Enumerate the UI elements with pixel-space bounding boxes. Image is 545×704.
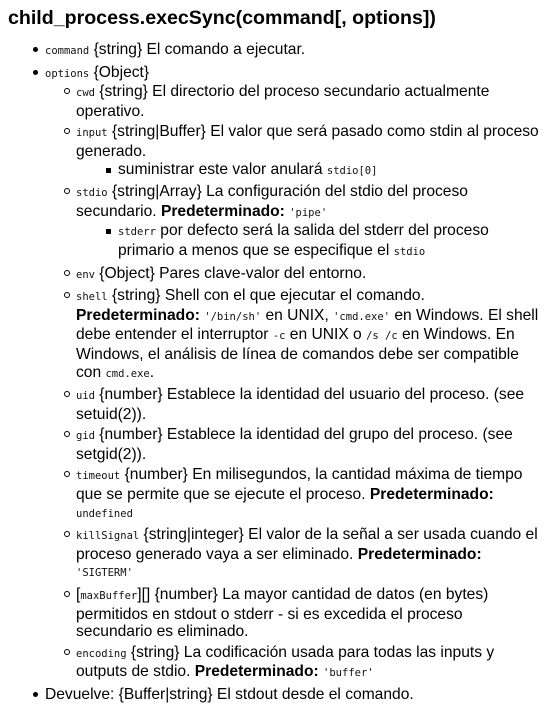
inline-code: /s /c — [366, 330, 398, 343]
option-desc: en Windows. En Windows, el análisis de línea de comandos debe ser compatible con — [76, 326, 519, 381]
param-name: command — [45, 45, 90, 57]
sub-text: suministrar este valor anulará — [118, 160, 327, 178]
sub-item — [118, 161, 539, 181]
bracket-close: ][] — [137, 586, 151, 604]
default-value: 'SIGTERM' — [76, 567, 133, 580]
default-label: Predeterminado: — [160, 202, 285, 220]
inline-code: -c — [272, 330, 286, 343]
option-name: gid — [76, 430, 95, 443]
option-encoding — [76, 644, 539, 683]
section-heading: child_process.execSync(command[, options]) — [8, 7, 436, 29]
option-uid — [76, 386, 539, 423]
sub-text: por defecto será la salida del stderr del proceso primario a menos que se especifique el — [118, 222, 489, 259]
option-desc: {string} La codificación usada para todas las inputs y outputs de stdio. — [76, 643, 495, 681]
option-desc: {string|Array} La configuración del stdio del proceso secundario. — [76, 183, 468, 220]
sub-code: stderr — [118, 226, 156, 239]
option-shell — [76, 287, 539, 383]
default-value: 'pipe' — [289, 206, 328, 219]
option-desc: {number} Establece la identidad del usuario del proceso. (see setuid(2)). — [76, 386, 525, 423]
bracket-open: [ — [76, 586, 81, 604]
param-name: options — [45, 67, 90, 80]
option-name: killSignal — [76, 530, 140, 543]
option-name: shell — [76, 291, 108, 304]
option-name: timeout — [76, 470, 121, 483]
option-desc: {number} La mayor cantidad de datos (en bytes) permitidos en stdout o stderr - si es excedida el proceso secundario es eliminado. — [76, 586, 489, 641]
params-list — [8, 41, 539, 704]
option-name: maxBuffer — [80, 590, 138, 603]
default-label: Predeterminado: — [194, 663, 319, 681]
option-cwd — [76, 83, 539, 120]
option-desc: {Object} Pares clave-valor del entorno. — [94, 264, 367, 282]
option-stdio — [76, 183, 539, 261]
option-desc: {string|integer} El valor de la señal a ser usada cuando el proceso generado vaya a ser eliminado. — [76, 526, 538, 563]
default-value: '/bin/sh' — [204, 310, 262, 323]
option-name: env — [76, 268, 95, 281]
default-label: Predeterminado: — [357, 545, 482, 563]
option-killsignal — [76, 526, 539, 583]
input-sublist — [76, 161, 539, 181]
returns-text: Devuelve: {Buffer|string} El stdout desde el comando. — [45, 686, 414, 703]
default-value: 'cmd.exe' — [333, 310, 391, 323]
option-env — [76, 265, 539, 285]
option-gid — [76, 426, 539, 463]
option-maxbuffer — [76, 586, 539, 641]
option-input — [76, 123, 539, 180]
option-name: uid — [76, 390, 95, 403]
param-command — [45, 41, 539, 61]
option-desc: {string} El directorio del proceso secundario actualmente operativo. — [76, 83, 490, 120]
option-name: encoding — [76, 647, 127, 660]
returns-item — [45, 686, 539, 704]
inline-code: cmd.exe — [105, 367, 150, 380]
param-options — [45, 64, 539, 683]
option-desc: en UNIX o — [285, 326, 367, 344]
option-name: cwd — [76, 87, 95, 100]
option-desc: en UNIX, — [261, 306, 334, 324]
option-desc: {number} Establece la identidad del grupo del proceso. (see setgid(2)). — [76, 426, 513, 463]
option-name: stdio — [76, 187, 108, 200]
stdio-sublist — [76, 222, 539, 261]
option-desc: {number} En milisegundos, la cantidad máxima de tiempo que se permite que se ejecute el proceso. — [76, 466, 523, 504]
default-value: undefined — [76, 507, 133, 520]
option-desc: . — [149, 363, 155, 381]
default-label: Predeterminado: — [76, 306, 200, 324]
sub-code: stdio[0] — [326, 164, 378, 177]
param-desc: {Object} — [89, 63, 150, 81]
option-desc: en Windows. El shell debe entender el interruptor — [76, 306, 539, 344]
sub-item — [118, 222, 539, 261]
option-desc: {string} Shell con el que ejecutar el comando. — [107, 287, 425, 305]
option-timeout — [76, 466, 539, 523]
sub-code: stdio — [393, 245, 426, 258]
options-list — [45, 83, 539, 683]
param-desc: {string} El comando a ejecutar. — [89, 41, 306, 58]
option-name: input — [76, 127, 108, 140]
default-label: Predeterminado: — [369, 486, 494, 504]
option-desc: {string|Buffer} El valor que será pasado como stdin al proceso generado. — [76, 123, 539, 160]
default-value: 'buffer' — [323, 667, 374, 680]
